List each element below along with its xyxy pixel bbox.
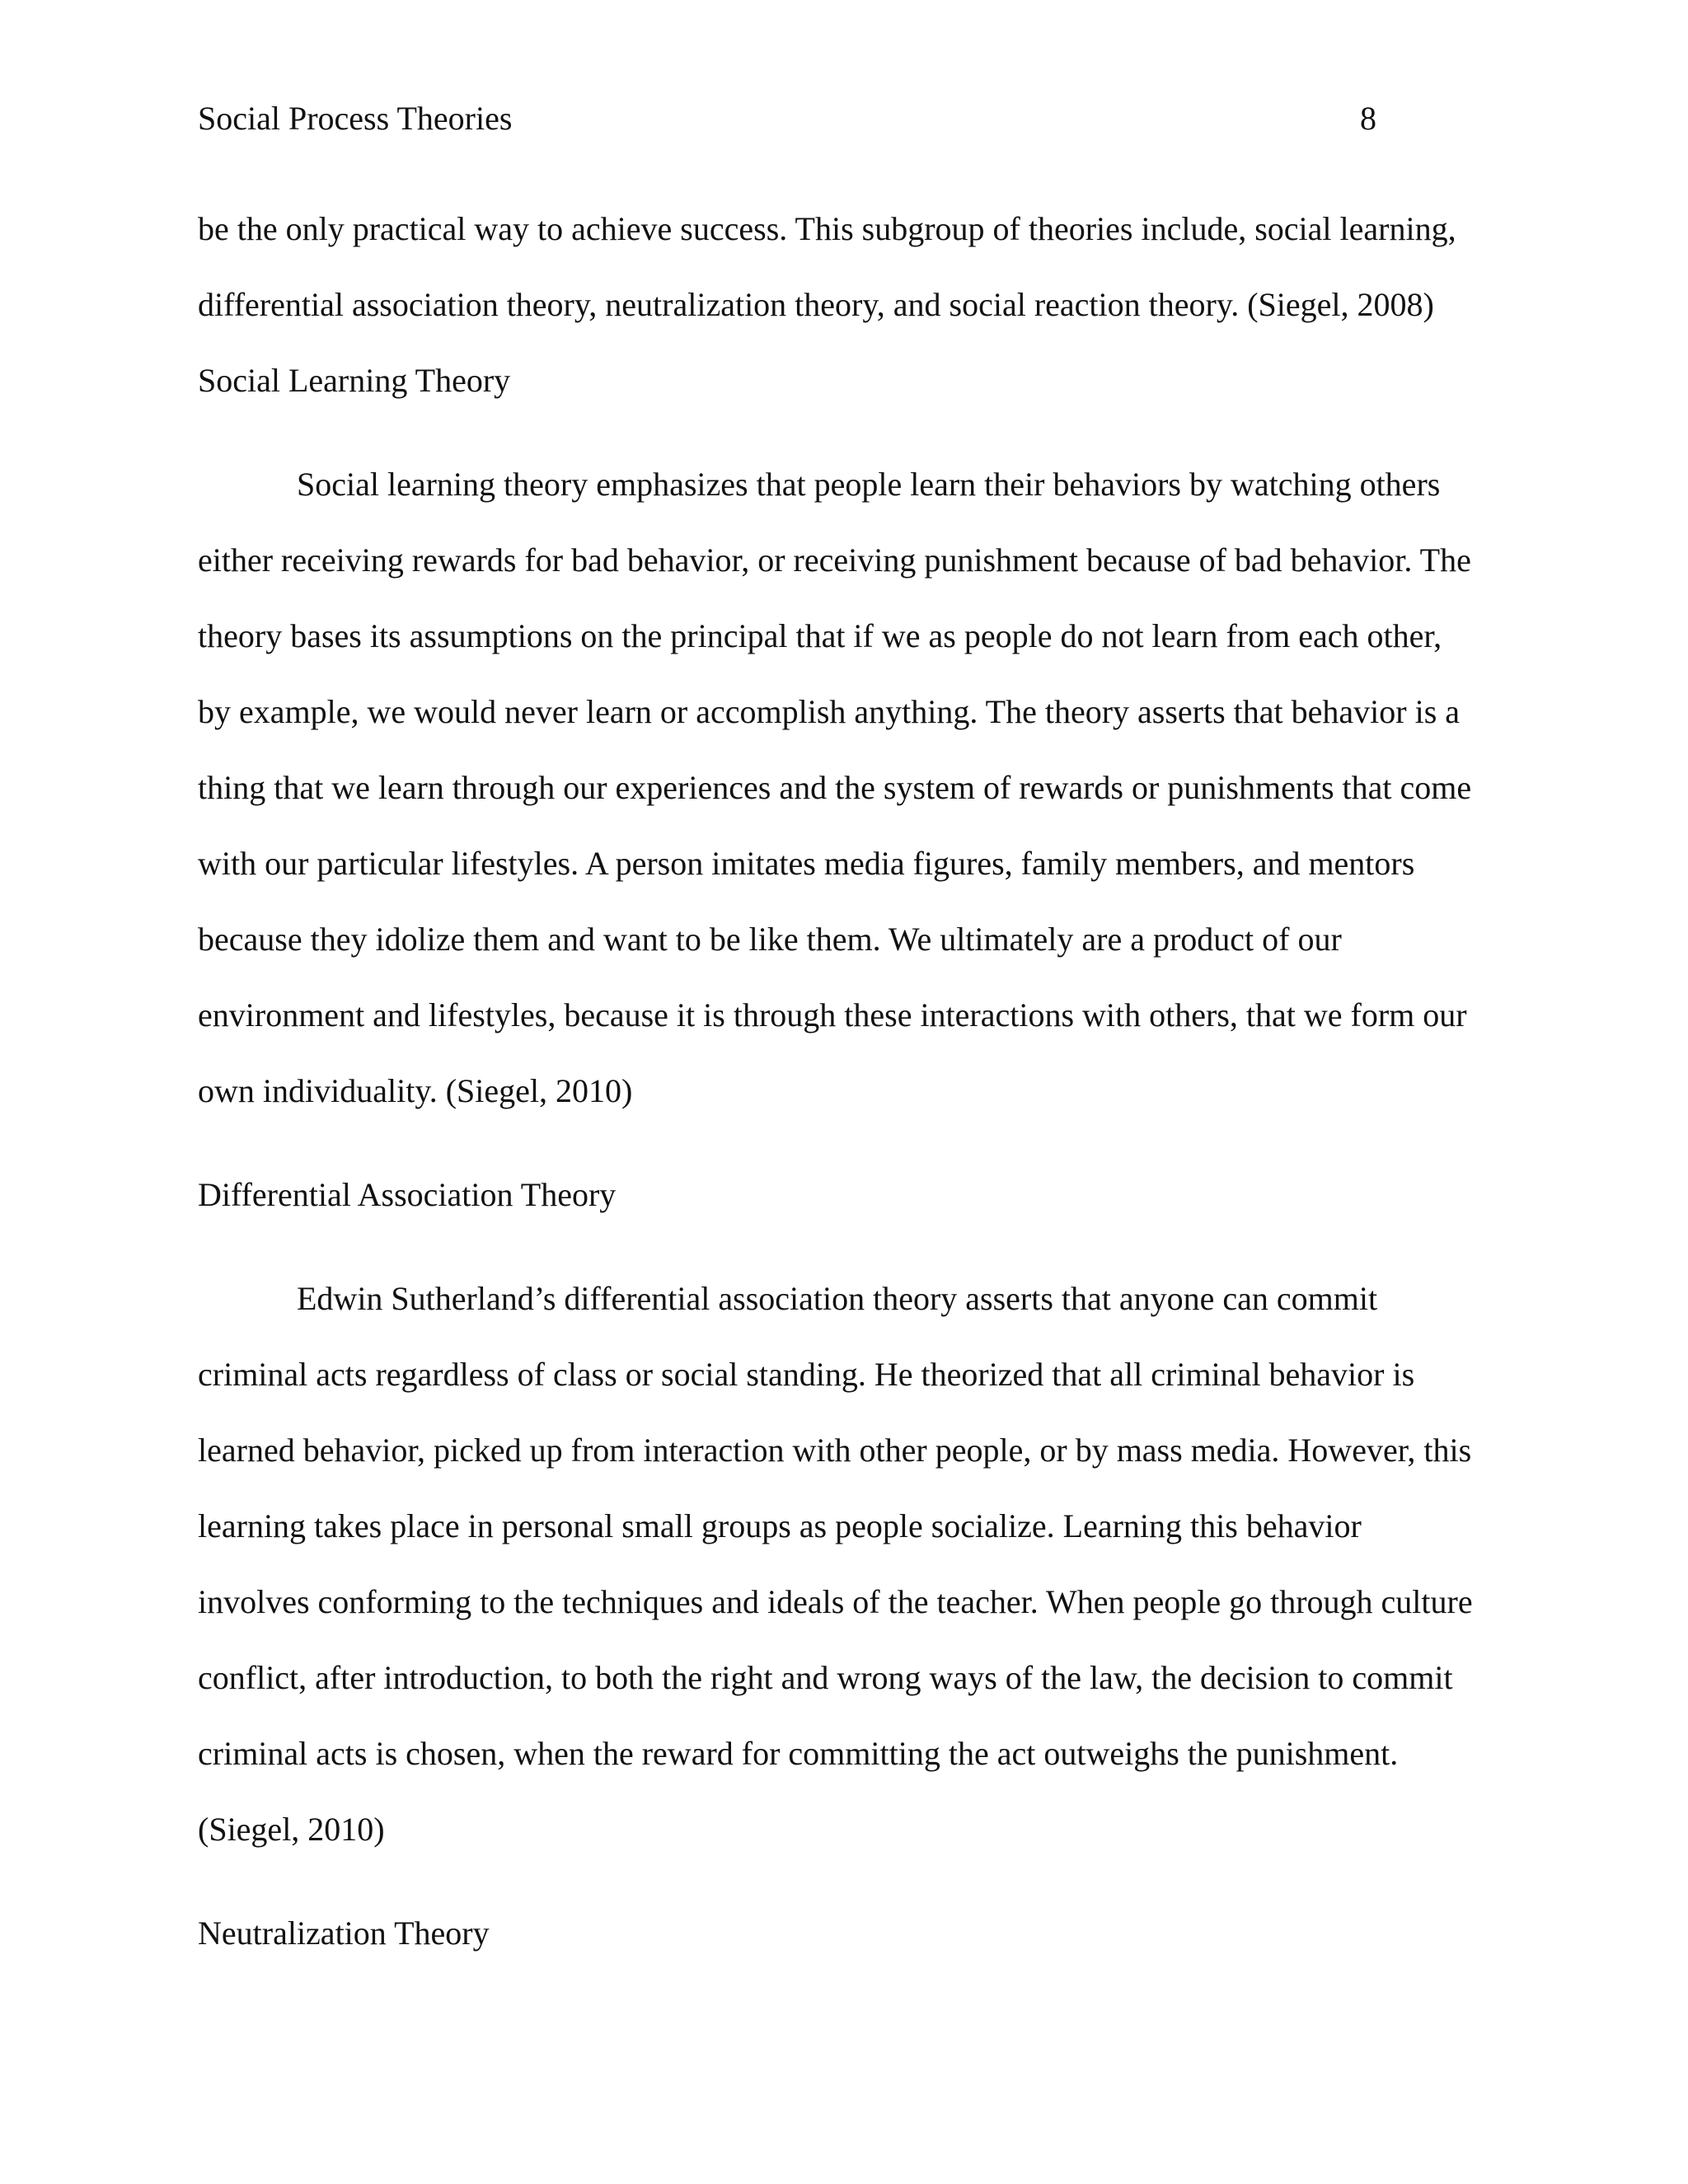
text-line: (Siegel, 2010) [198,1811,385,1848]
text-line: Edwin Sutherland’s differential association theory asserts that anyone can commit [297,1280,1378,1317]
text-line: criminal acts is chosen, when the reward for committing the act outweighs the punishment. [198,1735,1399,1772]
text-line: be the only practical way to achieve success. This subgroup of theories include, social learning, [198,210,1456,247]
paragraph-differential-association [198,1261,1492,1868]
text-line: learning takes place in personal small groups as people socialize. Learning this behavior [198,1507,1362,1544]
page-number: 8 [1360,100,1376,137]
intro-paragraph [198,191,1492,343]
text-line: conflict, after introduction, to both the right and wrong ways of the law, the decision to commit [198,1659,1453,1696]
text-line: involves conforming to the techniques and ideals of the teacher. When people go through culture [198,1583,1473,1620]
text-line: thing that we learn through our experiences and the system of rewards or punishments that come [198,769,1472,806]
paragraph-spacer [198,1129,1492,1157]
text-line: by example, we would never learn or accomplish anything. The theory asserts that behavior is a [198,693,1461,730]
text-line: with our particular lifestyles. A person imitates media figures, family members, and mentors [198,845,1415,882]
paragraph-social-learning [198,447,1492,1129]
body-text [198,191,1492,1971]
paragraph-spacer [198,1868,1492,1896]
heading-spacer [198,1233,1492,1261]
text-line: differential association theory, neutralization theory, and social reaction theory. (Siegel, 2008) [198,286,1434,323]
text-line: theory bases its assumptions on the principal that if we as people do not learn from each other, [198,617,1442,654]
text-line: Social learning theory emphasizes that people learn their behaviors by watching others [297,466,1441,503]
text-line: own individuality. (Siegel, 2010) [198,1072,633,1109]
text-line: either receiving rewards for bad behavior, or receiving punishment because of bad behavior. The [198,541,1471,579]
text-line: criminal acts regardless of class or social standing. He theorized that all criminal behavior is [198,1356,1415,1393]
heading-spacer [198,419,1492,447]
text-line: because they idolize them and want to be like them. We ultimately are a product of our [198,921,1342,958]
running-head-title: Social Process Theories [198,100,513,137]
section-heading-social-learning: Social Learning Theory [198,362,511,399]
text-line: learned behavior, picked up from interaction with other people, or by mass media. However, this [198,1432,1472,1469]
running-head [198,97,1376,140]
text-line: environment and lifestyles, because it is through these interactions with others, that we form our [198,996,1467,1033]
section-heading-differential-association: Differential Association Theory [198,1176,617,1213]
section-heading-neutralization: Neutralization Theory [198,1915,490,1952]
